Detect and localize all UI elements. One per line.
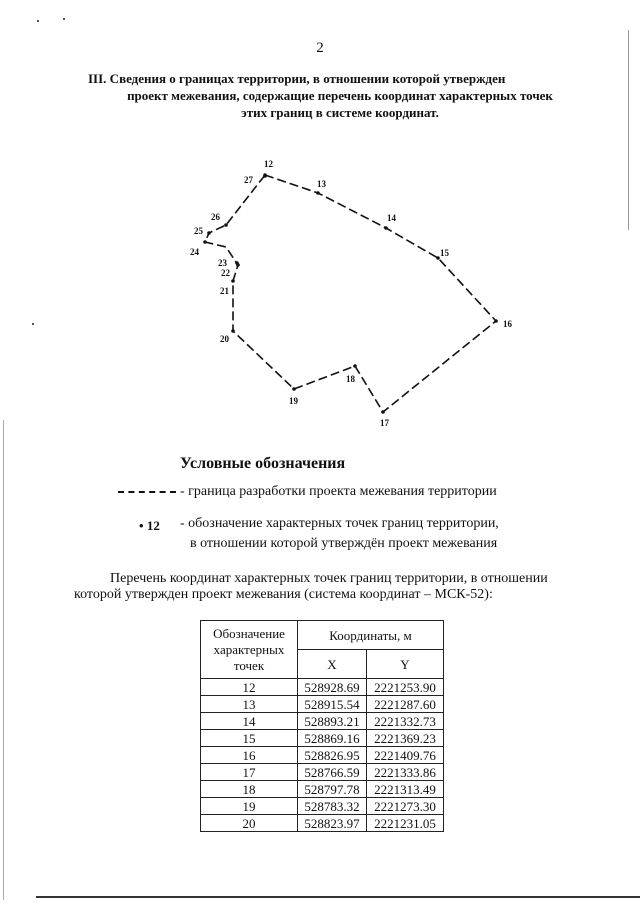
table-cell-y: 2221313.49 [367, 781, 444, 798]
point-marker-17 [381, 410, 385, 414]
section-title-line: III. Сведения о границах территории, в отношении которой утвержден [88, 71, 506, 86]
table-row [201, 679, 444, 696]
table-cell-point: 16 [201, 747, 298, 764]
point-label-20: 20 [220, 334, 229, 344]
point-label-18: 18 [346, 374, 355, 384]
intro-line: Перечень координат характерных точек границ территории, в отношении [110, 571, 548, 586]
table-cell-x: 528826.95 [298, 747, 367, 764]
table-cell-x: 528928.69 [298, 679, 367, 696]
header-coordinates: Координаты, м [298, 621, 444, 650]
table-row [201, 764, 444, 781]
table-cell-x: 528915.54 [298, 696, 367, 713]
table-cell-point: 19 [201, 798, 298, 815]
point-label-13: 13 [317, 179, 326, 189]
point-marker-13 [316, 191, 320, 195]
point-label-12: 12 [264, 159, 273, 169]
point-label-15: 15 [440, 248, 449, 258]
point-marker-19 [292, 387, 296, 391]
boundary-scheme [0, 0, 640, 440]
page-number: 2 [316, 40, 324, 56]
point-marker-26 [224, 223, 228, 227]
point-label-22: 22 [221, 268, 230, 278]
point-dot-icon: • [139, 518, 147, 533]
table-cell-point: 13 [201, 696, 298, 713]
table-cell-x: 528869.16 [298, 730, 367, 747]
coordinates-table [200, 620, 444, 832]
point-marker-27 [263, 174, 267, 178]
table-cell-point: 12 [201, 679, 298, 696]
point-label-27: 27 [244, 175, 253, 185]
header-designation: Обозначение характерных точек [201, 621, 298, 679]
point-label-21: 21 [220, 286, 229, 296]
table-cell-x: 528783.32 [298, 798, 367, 815]
table-row [201, 781, 444, 798]
point-marker-25 [207, 231, 211, 235]
header-y: Y [367, 650, 444, 679]
table-header-row [201, 621, 444, 650]
section-title-line: этих границ в системе координат. [241, 105, 439, 120]
header-x: X [298, 650, 367, 679]
legend-point-sample-label: 12 [146, 518, 160, 533]
table-cell-x: 528893.21 [298, 713, 367, 730]
point-label-26: 26 [211, 212, 220, 222]
table-cell-x: 528766.59 [298, 764, 367, 781]
legend-title: Условные обозначения [180, 455, 346, 472]
scan-edge-line [3, 420, 4, 900]
table-row [201, 696, 444, 713]
table-cell-y: 2221273.30 [367, 798, 444, 815]
table-cell-point: 14 [201, 713, 298, 730]
legend-point-text-line1: - обозначение характерных точек границ территории, [180, 516, 499, 531]
table-cell-x: 528797.78 [298, 781, 367, 798]
table-cell-y: 2221369.23 [367, 730, 444, 747]
point-label-17: 17 [380, 418, 389, 428]
point-marker-14 [384, 226, 388, 230]
section-title-line: проект межевания, содержащие перечень координат характерных точек [127, 88, 553, 103]
point-marker-20 [231, 329, 235, 333]
table-cell-point: 20 [201, 815, 298, 832]
table-row [201, 713, 444, 730]
table-cell-point: 17 [201, 764, 298, 781]
table-cell-y: 2221409.76 [367, 747, 444, 764]
intro-line: которой утвержден проект межевания (система координат – МСК-52): [74, 587, 493, 602]
point-label-25: 25 [194, 226, 203, 236]
legend-point-text-line2: в отношении которой утверждён проект межевания [190, 536, 498, 551]
point-label-23: 23 [218, 258, 227, 268]
table-cell-x: 528823.97 [298, 815, 367, 832]
table-row [201, 747, 444, 764]
table-cell-point: 15 [201, 730, 298, 747]
table-cell-y: 2221333.86 [367, 764, 444, 781]
table-cell-y: 2221332.73 [367, 713, 444, 730]
table-cell-y: 2221253.90 [367, 679, 444, 696]
table-row [201, 815, 444, 832]
point-label-14: 14 [387, 213, 396, 223]
legend-dashed-line-sample [118, 491, 176, 493]
point-label-24: 24 [190, 247, 199, 257]
table-cell-y: 2221287.60 [367, 696, 444, 713]
point-label-19: 19 [289, 396, 298, 406]
legend-point-sample [139, 518, 160, 534]
point-marker-16 [494, 319, 498, 323]
legend-boundary-text: - граница разработки проекта межевания территории [180, 484, 497, 499]
table-row [201, 730, 444, 747]
point-marker-21 [231, 279, 235, 283]
point-marker-23 [235, 261, 239, 265]
table-cell-y: 2221231.05 [367, 815, 444, 832]
point-label-16: 16 [503, 319, 512, 329]
point-marker-24 [203, 240, 207, 244]
coordinates-intro [74, 571, 594, 603]
point-marker-18 [353, 364, 357, 368]
scan-bottom-line [36, 896, 640, 898]
table-cell-point: 18 [201, 781, 298, 798]
table-row [201, 798, 444, 815]
